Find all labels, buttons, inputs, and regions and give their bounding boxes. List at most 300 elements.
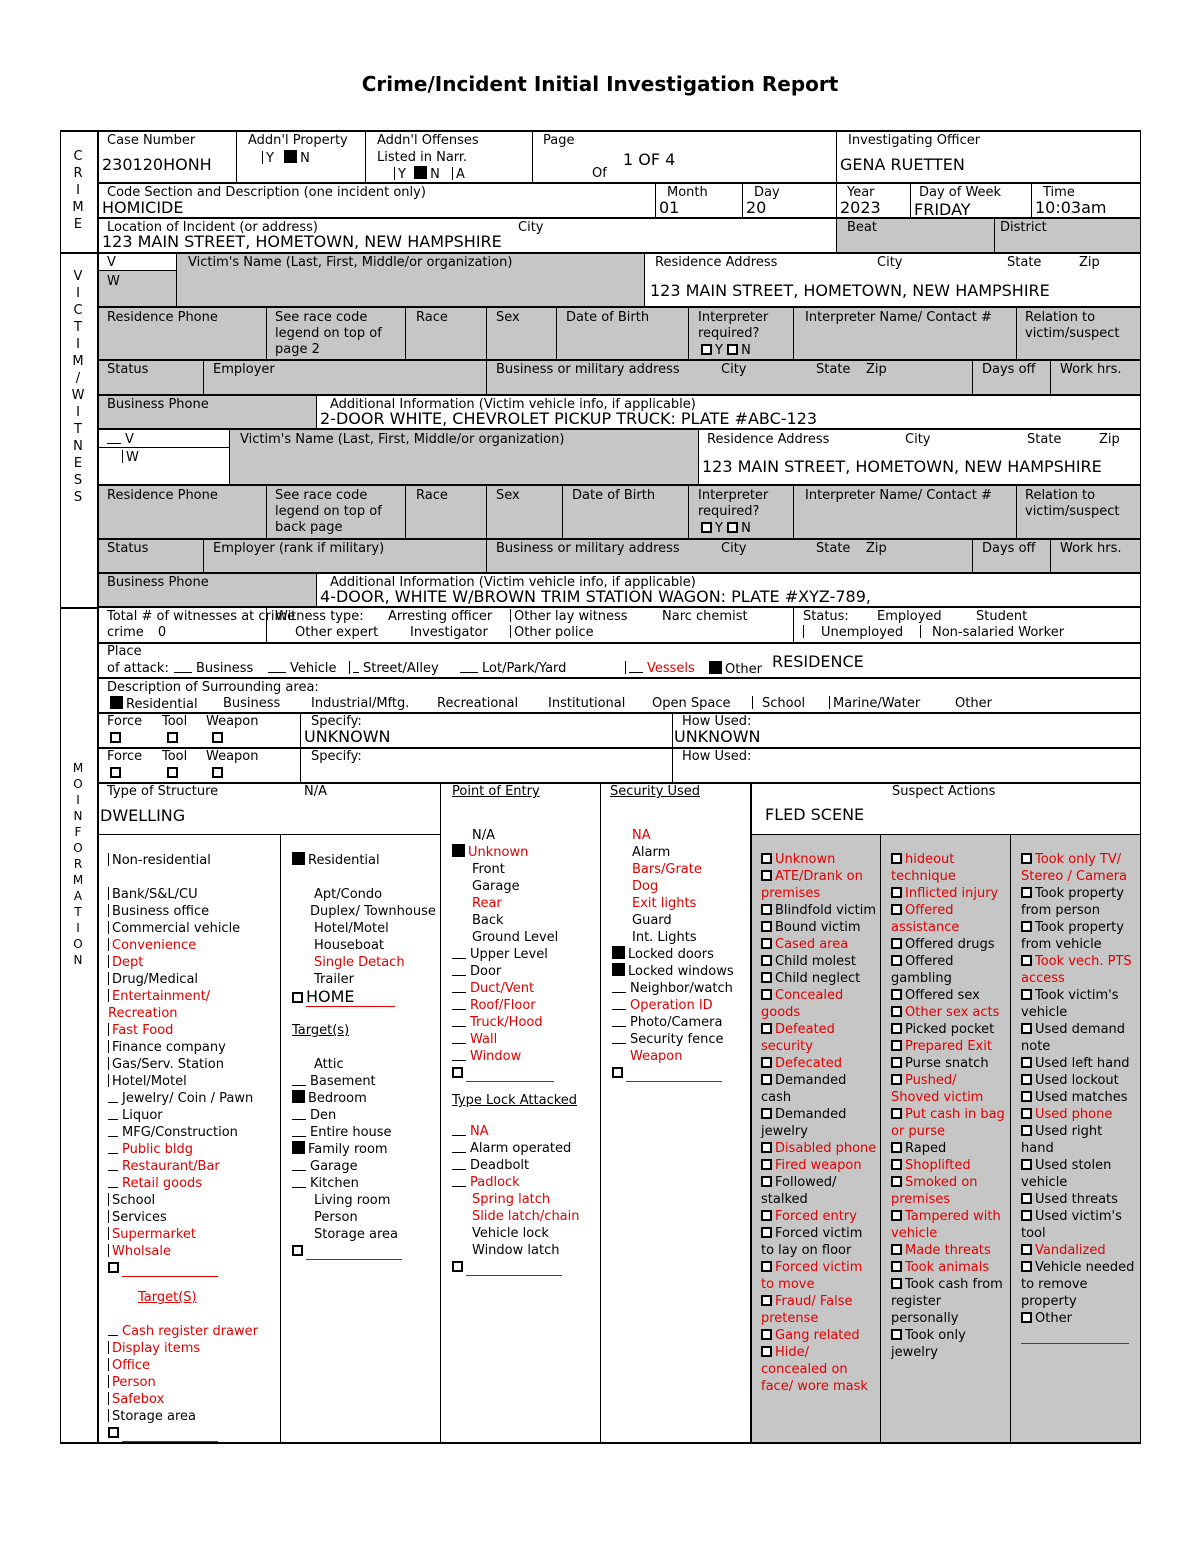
structure-na: N/A bbox=[304, 784, 327, 799]
surrounding-open-space[interactable]: Open Space bbox=[652, 696, 731, 711]
targets1-item[interactable]: Office bbox=[108, 1357, 278, 1374]
ftw2-specify-label: Specify: bbox=[311, 749, 362, 764]
offenses-a[interactable]: A bbox=[455, 167, 465, 182]
suspect-item[interactable]: Forced entry bbox=[761, 1208, 878, 1225]
v2-interp-name-label: Interpreter Name/ Contact # bbox=[805, 488, 992, 503]
surrounding-label: Description of Surrounding area: bbox=[107, 680, 319, 695]
v1-interp-y-checkbox[interactable] bbox=[701, 344, 712, 355]
targets2-other[interactable] bbox=[292, 1243, 437, 1260]
offenses-n[interactable]: N bbox=[430, 167, 440, 182]
v2-interp-y: Y bbox=[715, 521, 723, 536]
structure-col1-item[interactable]: Gas/Serv. Station bbox=[108, 1056, 278, 1073]
case-number-value: 230120HONH bbox=[102, 155, 212, 174]
suspect-item[interactable]: Other bbox=[1021, 1310, 1138, 1327]
surrounding-other[interactable]: Other bbox=[955, 696, 992, 711]
security-other[interactable] bbox=[612, 1065, 748, 1082]
lock-item[interactable]: Window latch bbox=[472, 1243, 560, 1258]
suspect-actions-label: Suspect Actions bbox=[892, 784, 996, 799]
beat-label: Beat bbox=[847, 220, 877, 235]
div-line bbox=[203, 539, 204, 572]
side-divider-2 bbox=[60, 607, 98, 609]
crime-side-label: C R I M E bbox=[72, 149, 84, 232]
suspect-item[interactable]: Child molest bbox=[761, 953, 878, 970]
entry-item[interactable]: Unknown bbox=[452, 844, 597, 861]
lock-item[interactable]: Alarm operated bbox=[452, 1140, 597, 1157]
security-item[interactable]: Guard bbox=[632, 913, 672, 928]
suspect-item[interactable]: Forced victim to move bbox=[761, 1260, 863, 1292]
entry-item[interactable]: Upper Level bbox=[452, 946, 597, 963]
ftw1-weapon-checkbox[interactable] bbox=[212, 732, 223, 743]
addnl-property-n[interactable]: N bbox=[300, 151, 310, 166]
suspect-item[interactable]: Offered assistance bbox=[891, 903, 960, 935]
suspect-item[interactable]: Offered gambling bbox=[891, 954, 954, 986]
offenses-options bbox=[394, 166, 465, 183]
side-divider-1 bbox=[60, 252, 98, 254]
suspect-item[interactable]: Unknown bbox=[761, 851, 878, 868]
suspect-item[interactable]: Took only jewelry bbox=[891, 1328, 966, 1360]
structure-col1-item[interactable]: Public bldg bbox=[108, 1141, 278, 1158]
structure-col1-item[interactable]: Finance company bbox=[108, 1039, 278, 1056]
place-vessels[interactable]: Vessels bbox=[625, 661, 695, 677]
v2-status-label: Status bbox=[107, 541, 149, 556]
structure-label: Type of Structure bbox=[107, 784, 219, 799]
entry-item[interactable]: Window bbox=[452, 1048, 597, 1065]
year-label: Year bbox=[847, 185, 875, 200]
targets1-item[interactable]: Cash register drawer bbox=[108, 1323, 278, 1340]
witness-investigator[interactable]: Investigator bbox=[410, 625, 488, 640]
officer-label: Investigating Officer bbox=[848, 133, 981, 148]
v1-status-label: Status bbox=[107, 362, 149, 377]
structure-col1-item[interactable]: Dept bbox=[108, 954, 278, 971]
place-street[interactable]: Street/Alley bbox=[349, 661, 439, 677]
code-section-value: HOMICIDE bbox=[102, 198, 184, 217]
suspect-actions-value: FLED SCENE bbox=[765, 805, 865, 824]
entry-item[interactable]: Ground Level bbox=[472, 930, 559, 945]
suspect-item[interactable]: Tampered with vehicle bbox=[891, 1209, 1001, 1241]
div-line bbox=[600, 783, 601, 1443]
div-line bbox=[910, 183, 911, 218]
suspect-item[interactable]: Took vech. PTS access bbox=[1021, 954, 1132, 986]
v1-res-phone-label: Residence Phone bbox=[107, 310, 218, 325]
div-line bbox=[793, 607, 794, 642]
witness-status-label: Status: bbox=[803, 609, 849, 624]
suspect-item[interactable]: Used threats bbox=[1021, 1191, 1138, 1208]
suspect-col2 bbox=[891, 851, 1008, 1361]
suspect-item[interactable]: Took cash from register personally bbox=[891, 1277, 1003, 1326]
victim-witness-side-label: V I C T I M / W I T N E S S bbox=[71, 269, 85, 505]
structure-col2-item[interactable]: Houseboat bbox=[314, 938, 385, 953]
structure-col1-other[interactable] bbox=[108, 1260, 278, 1277]
suspect-item[interactable]: Concealed goods bbox=[761, 988, 844, 1020]
witness-non-salaried[interactable]: Non-salaried Worker bbox=[920, 625, 1064, 641]
suspect-item[interactable]: Prepared Exit bbox=[891, 1038, 1008, 1055]
suspect-item[interactable]: Took property from vehicle bbox=[1021, 920, 1124, 952]
security-item[interactable]: Int. Lights bbox=[632, 930, 697, 945]
witness-other-police[interactable]: Other police bbox=[510, 625, 594, 641]
suspect-item[interactable]: Hide/ concealed on face/ wore mask bbox=[761, 1345, 868, 1394]
structure-col1-item[interactable]: Entertainment/ Recreation bbox=[108, 989, 211, 1021]
v2-work-hrs-label: Work hrs. bbox=[1060, 541, 1122, 556]
structure-col2 bbox=[292, 852, 437, 1260]
witness-unemployed[interactable]: Unemployed bbox=[803, 625, 903, 641]
suspect-other-line[interactable] bbox=[1021, 1327, 1138, 1344]
v1-v: V bbox=[107, 255, 116, 270]
entry-item[interactable]: Garage bbox=[472, 879, 520, 894]
ftw2-force-checkbox[interactable] bbox=[110, 767, 121, 778]
suspect-item[interactable]: Fraud/ False pretense bbox=[761, 1294, 853, 1326]
v1-name-label: Victim's Name (Last, First, Middle/or organization) bbox=[188, 255, 513, 270]
v2-race-code-label: See race code legend on top of back page bbox=[275, 488, 382, 535]
suspect-item[interactable]: Made threats bbox=[891, 1242, 1008, 1259]
targets1-item[interactable]: Safebox bbox=[108, 1391, 278, 1408]
security-item[interactable]: Security fence bbox=[612, 1031, 748, 1048]
suspect-item[interactable]: Vandalized bbox=[1021, 1242, 1138, 1259]
targets1-other[interactable] bbox=[108, 1425, 278, 1442]
ftw2-weapon-checkbox[interactable] bbox=[212, 767, 223, 778]
v1-interp-options bbox=[701, 343, 751, 359]
security-item[interactable]: Bars/Grate bbox=[632, 862, 702, 877]
code-section-label: Code Section and Description (one incident only) bbox=[107, 185, 426, 200]
structure-col1-item[interactable]: Fast Food bbox=[108, 1022, 278, 1039]
structure-col1-item[interactable]: School bbox=[108, 1192, 278, 1209]
day-of-week-label: Day of Week bbox=[919, 185, 1002, 200]
structure-col2-item[interactable]: Apt/Condo bbox=[314, 887, 383, 902]
v2-res-phone-label: Residence Phone bbox=[107, 488, 218, 503]
surrounding-business[interactable]: Business bbox=[223, 696, 281, 711]
surrounding-residential[interactable]: Residential bbox=[110, 696, 198, 713]
div-line bbox=[793, 485, 794, 538]
v1-line bbox=[98, 306, 1140, 308]
targets2-label: Target(s) bbox=[292, 1023, 350, 1038]
v1-race-code-label: See race code legend on top of page 2 bbox=[275, 310, 382, 357]
suspect-item[interactable]: Raped bbox=[891, 1140, 1008, 1157]
ftw2-tool-checkbox[interactable] bbox=[167, 767, 178, 778]
suspect-item[interactable]: Used stolen vehicle bbox=[1021, 1158, 1112, 1190]
targets1-label: Target(S) bbox=[138, 1290, 197, 1305]
spacer bbox=[292, 869, 437, 886]
lock-item[interactable]: Deadbolt bbox=[452, 1157, 597, 1174]
suspect-item[interactable]: Smoked on premises bbox=[891, 1175, 978, 1207]
suspect-item[interactable]: Demanded jewelry bbox=[761, 1107, 847, 1139]
entry-item[interactable]: Roof/Floor bbox=[452, 997, 597, 1014]
entry-item[interactable]: N/A bbox=[472, 828, 495, 843]
div-line bbox=[300, 713, 301, 783]
suspect-item[interactable]: ATE/Drank on premises bbox=[761, 869, 863, 901]
lock-other[interactable] bbox=[452, 1259, 597, 1276]
v1-addl-info-label: Additional Information (Victim vehicle info, if applicable) bbox=[330, 397, 696, 412]
mo-info-side-label: M O I N F O R M A T I O N bbox=[72, 761, 84, 967]
div-line bbox=[316, 395, 317, 428]
place-lot[interactable]: Lot/Park/Yard bbox=[460, 661, 566, 677]
div-line bbox=[405, 485, 406, 538]
witness-bottom bbox=[98, 642, 1140, 644]
structure-col1-item[interactable]: Liquor bbox=[108, 1107, 278, 1124]
suspect-item[interactable]: Took only TV/ Stereo / Camera bbox=[1021, 852, 1128, 884]
v1-interp-n-checkbox[interactable] bbox=[727, 344, 738, 355]
targets2-item[interactable]: Attic bbox=[314, 1057, 344, 1072]
day-of-week-value: FRIDAY bbox=[914, 200, 971, 219]
v1-zip-label: Zip bbox=[1079, 255, 1100, 270]
targets2-item[interactable]: Garage bbox=[292, 1158, 437, 1175]
suspect-item[interactable]: Other sex acts bbox=[891, 1004, 1008, 1021]
v2-zip-label: Zip bbox=[1099, 432, 1120, 447]
div-line bbox=[266, 307, 267, 359]
targets2-item[interactable]: Person bbox=[314, 1210, 358, 1225]
suspect-item[interactable]: Vehicle needed to remove property bbox=[1021, 1260, 1135, 1309]
structure-col1-item[interactable]: Business office bbox=[108, 903, 278, 920]
div-line bbox=[1016, 485, 1017, 538]
security-item[interactable]: Locked windows bbox=[612, 963, 748, 980]
lock-item[interactable]: Spring latch bbox=[472, 1192, 551, 1207]
offenses-y[interactable]: Y bbox=[398, 167, 406, 182]
witness-employed[interactable]: Employed bbox=[877, 609, 942, 624]
surrounding-school[interactable]: School bbox=[752, 696, 805, 712]
suspect-item[interactable]: Put cash in bag or purse bbox=[891, 1107, 1005, 1139]
v1-interp-y: Y bbox=[715, 343, 723, 358]
suspect-item[interactable]: Took property from person bbox=[1021, 886, 1124, 918]
ftw2-how-label: How Used: bbox=[682, 749, 752, 764]
div-line bbox=[486, 360, 487, 394]
suspect-item[interactable]: Offered drugs bbox=[891, 936, 1008, 953]
v2-state-label: State bbox=[1027, 432, 1062, 447]
v2-line bbox=[98, 572, 1140, 574]
div-line bbox=[486, 307, 487, 359]
suspect-item[interactable]: Used victim's tool bbox=[1021, 1209, 1122, 1241]
security-label: Security Used bbox=[610, 784, 701, 799]
suspect-item[interactable]: Defecated bbox=[761, 1055, 878, 1072]
structure-col1-item[interactable]: Commercial vehicle bbox=[108, 920, 278, 937]
v2-line bbox=[98, 538, 1140, 540]
suspect-item[interactable]: Took animals bbox=[891, 1259, 1008, 1276]
ftw1-weapon-label: Weapon bbox=[206, 714, 259, 729]
witness-other-expert[interactable]: Other expert bbox=[295, 625, 379, 640]
v1-line bbox=[98, 394, 1140, 396]
ftw1-force-label: Force bbox=[107, 714, 143, 729]
entry-item[interactable]: Duct/Vent bbox=[452, 980, 597, 997]
structure-col1-item[interactable]: Convenience bbox=[108, 937, 278, 954]
security-item[interactable]: Weapon bbox=[630, 1049, 683, 1064]
security-item[interactable]: Neighbor/watch bbox=[612, 980, 748, 997]
time-value: 10:03am bbox=[1035, 198, 1107, 217]
structure-col1-item[interactable]: Retail goods bbox=[108, 1175, 278, 1192]
security-item[interactable]: Photo/Camera bbox=[612, 1014, 748, 1031]
frame-right bbox=[1140, 131, 1141, 1444]
security-item[interactable]: Operation ID bbox=[612, 997, 748, 1014]
structure-col1-item[interactable]: Supermarket bbox=[108, 1226, 278, 1243]
place-business[interactable]: Business bbox=[174, 661, 253, 677]
targets1-item[interactable]: Display items bbox=[108, 1340, 278, 1357]
suspect-item[interactable]: Bound victim bbox=[761, 919, 878, 936]
place-vehicle[interactable]: Vehicle bbox=[268, 661, 337, 677]
ftw1-force-checkbox[interactable] bbox=[110, 732, 121, 743]
addnl-offenses-label: Addn'l Offenses bbox=[377, 133, 479, 148]
spacer bbox=[108, 1306, 278, 1323]
witness-student[interactable]: Student bbox=[976, 609, 1028, 624]
security-item[interactable]: Dog bbox=[632, 879, 659, 894]
entry-item[interactable]: Back bbox=[472, 913, 504, 928]
structure-home[interactable]: HOME bbox=[292, 988, 437, 1005]
targets2-item[interactable]: Den bbox=[292, 1107, 437, 1124]
entry-item[interactable]: Rear bbox=[472, 896, 502, 911]
structure-col1-item[interactable]: Non-residential bbox=[108, 852, 278, 869]
witness-narc[interactable]: Narc chemist bbox=[662, 609, 748, 624]
security-item[interactable]: NA bbox=[632, 828, 651, 843]
suspect-item[interactable]: Defeated security bbox=[761, 1022, 835, 1054]
v2-w: W bbox=[122, 450, 139, 466]
structure-col1-item[interactable]: Drug/Medical bbox=[108, 971, 278, 988]
v2-address-value: 123 MAIN STREET, HOMETOWN, NEW HAMPSHIRE bbox=[702, 457, 1102, 476]
suspect-item[interactable]: Fired weapon bbox=[761, 1157, 878, 1174]
place-other[interactable]: Other bbox=[709, 661, 762, 678]
city-label: City bbox=[518, 220, 544, 235]
targets2-item[interactable]: Kitchen bbox=[292, 1175, 437, 1192]
suspect-item[interactable]: Used matches bbox=[1021, 1089, 1138, 1106]
structure-col1-item[interactable]: Hotel/Motel bbox=[108, 1073, 278, 1090]
structure-col1-item[interactable]: Services bbox=[108, 1209, 278, 1226]
security-item[interactable]: Alarm bbox=[632, 845, 671, 860]
suspect-item[interactable]: Picked pocket bbox=[891, 1021, 1008, 1038]
suspect-item[interactable]: Offered sex bbox=[891, 987, 1008, 1004]
suspect-item[interactable]: Purse snatch bbox=[891, 1055, 1008, 1072]
v1-biz-zip-label: Zip bbox=[866, 362, 887, 377]
targets2-item[interactable]: Living room bbox=[314, 1193, 391, 1208]
ftw1-tool-checkbox[interactable] bbox=[167, 732, 178, 743]
targets2-item[interactable]: Basement bbox=[292, 1073, 437, 1090]
suspect-item[interactable]: Used right hand bbox=[1021, 1124, 1103, 1156]
addnl-property-label: Addn'l Property bbox=[248, 133, 348, 148]
structure-col1-item[interactable]: Jewelry/ Coin / Pawn bbox=[108, 1090, 278, 1107]
suspect-item[interactable]: Child neglect bbox=[761, 970, 878, 987]
v1-city-label: City bbox=[877, 255, 903, 270]
v2-name-label: Victim's Name (Last, First, Middle/or organization) bbox=[240, 432, 565, 447]
suspect-item[interactable]: Demanded cash bbox=[761, 1073, 847, 1105]
entry-item[interactable]: Truck/Hood bbox=[452, 1014, 597, 1031]
div-line bbox=[280, 835, 281, 1443]
ftw2-force-label: Force bbox=[107, 749, 143, 764]
structure-col2-item[interactable]: Single Detach bbox=[314, 955, 405, 970]
structure-col1-item[interactable]: MFG/Construction bbox=[108, 1124, 278, 1141]
surrounding-institutional[interactable]: Institutional bbox=[548, 696, 626, 711]
suspect-item[interactable]: Used lockout bbox=[1021, 1072, 1138, 1089]
div-line bbox=[994, 219, 995, 252]
v2-biz-city-label: City bbox=[721, 541, 747, 556]
security-item[interactable]: Locked doors bbox=[612, 946, 748, 963]
entry-label: Point of Entry bbox=[452, 784, 540, 799]
v2-addl-info-label: Additional Information (Victim vehicle info, if applicable) bbox=[330, 575, 696, 590]
v2-sex-label: Sex bbox=[496, 488, 520, 503]
suspect-item[interactable]: Disabled phone bbox=[761, 1140, 878, 1157]
v1-interp-n: N bbox=[741, 343, 751, 358]
v2-city-label: City bbox=[905, 432, 931, 447]
place-value: RESIDENCE bbox=[772, 652, 864, 671]
v1-business-address-label: Business or military address bbox=[496, 362, 680, 377]
surrounding-recreational[interactable]: Recreational bbox=[437, 696, 519, 711]
v1-sex-label: Sex bbox=[496, 310, 520, 325]
suspect-item[interactable]: Used left hand bbox=[1021, 1055, 1138, 1072]
div-line bbox=[793, 307, 794, 359]
structure-col1 bbox=[108, 852, 278, 1442]
lock-item[interactable]: NA bbox=[452, 1123, 597, 1140]
witness-arresting[interactable]: Arresting officer bbox=[388, 609, 493, 624]
v1-interp-name-label: Interpreter Name/ Contact # bbox=[805, 310, 992, 325]
targets1-item[interactable]: Storage area bbox=[108, 1408, 278, 1425]
surrounding-marine[interactable]: Marine/Water bbox=[829, 696, 920, 712]
ftw1-specify-value: UNKNOWN bbox=[304, 727, 391, 746]
lock-item[interactable]: Slide latch/chain bbox=[472, 1209, 580, 1224]
v2-relation-label: Relation to victim/suspect bbox=[1025, 488, 1120, 519]
targets2-item[interactable]: Family room bbox=[292, 1141, 437, 1158]
suspect-item[interactable]: Blindfold victim bbox=[761, 902, 878, 919]
suspect-item[interactable]: Followed/ stalked bbox=[761, 1175, 837, 1207]
suspect-item[interactable]: Cased area bbox=[761, 936, 878, 953]
entry-item[interactable]: Door bbox=[452, 963, 597, 980]
structure-col2-item[interactable]: Hotel/Motel bbox=[314, 921, 389, 936]
div-line bbox=[562, 485, 563, 538]
entry-item[interactable]: Wall bbox=[452, 1031, 597, 1048]
entry-item[interactable]: Front bbox=[472, 862, 505, 877]
div-line bbox=[532, 131, 533, 182]
suspect-item[interactable]: Gang related bbox=[761, 1327, 878, 1344]
structure-col1-item[interactable]: Restaurant/Bar bbox=[108, 1158, 278, 1175]
year-value: 2023 bbox=[840, 198, 881, 217]
suspect-item[interactable]: Shoplifted bbox=[891, 1157, 1008, 1174]
v1-res-address-label: Residence Address bbox=[655, 255, 778, 270]
div-line bbox=[486, 539, 487, 572]
div-line bbox=[1050, 539, 1051, 572]
structure-col2-item[interactable]: Residential bbox=[292, 852, 437, 869]
suspect-item[interactable]: Forced victim to lay on floor bbox=[761, 1226, 863, 1258]
witness-crime-line: crime 0 bbox=[107, 625, 167, 640]
targets2-item[interactable]: Entire house bbox=[292, 1124, 437, 1141]
structure-col1-item[interactable]: Wholsale bbox=[108, 1243, 278, 1260]
day-label: Day bbox=[754, 185, 780, 200]
entry-other[interactable] bbox=[452, 1065, 597, 1082]
lock-item[interactable]: Vehicle lock bbox=[472, 1226, 549, 1241]
targets2-item[interactable]: Bedroom bbox=[292, 1090, 437, 1107]
v2-biz-state-label: State bbox=[816, 541, 851, 556]
v2-interp-y-checkbox[interactable] bbox=[701, 522, 712, 533]
suspect-item[interactable]: Used demand note bbox=[1021, 1022, 1126, 1054]
suspect-item[interactable]: Inflicted injury bbox=[891, 885, 1008, 902]
structure-col2-item[interactable]: Trailer bbox=[314, 972, 354, 987]
security-item[interactable]: Exit lights bbox=[632, 896, 697, 911]
witness-other-lay[interactable]: Other lay witness bbox=[510, 609, 628, 625]
page-of: Of bbox=[592, 166, 607, 181]
addnl-property-options bbox=[262, 150, 310, 167]
suspect-item[interactable]: Took victim's vehicle bbox=[1021, 988, 1119, 1020]
addnl-property-y[interactable]: Y bbox=[266, 151, 274, 166]
district-label: District bbox=[1000, 220, 1047, 235]
v1-work-hrs-label: Work hrs. bbox=[1060, 362, 1122, 377]
lock-item[interactable]: Padlock bbox=[452, 1174, 597, 1191]
v1-business-phone-label: Business Phone bbox=[107, 397, 209, 412]
div-line bbox=[440, 783, 441, 1443]
v2-interp-n-checkbox[interactable] bbox=[727, 522, 738, 533]
structure-col1-item[interactable]: Bank/S&L/CU bbox=[108, 886, 278, 903]
surrounding-industrial[interactable]: Industrial/Mftg. bbox=[311, 696, 410, 711]
ftw1-specify-label: Specify: bbox=[311, 714, 362, 729]
targets1-item[interactable]: Person bbox=[108, 1374, 278, 1391]
suspect-item[interactable]: Used phone bbox=[1021, 1106, 1138, 1123]
v1-state-label: State bbox=[1007, 255, 1042, 270]
div-line bbox=[176, 253, 177, 306]
div-line bbox=[1031, 183, 1032, 218]
targets2-item[interactable]: Storage area bbox=[314, 1227, 398, 1242]
suspect-item[interactable]: Pushed/ Shoved victim bbox=[891, 1073, 984, 1105]
suspect-item[interactable]: hideout technique bbox=[891, 852, 956, 884]
location-value: 123 MAIN STREET, HOMETOWN, NEW HAMPSHIRE bbox=[102, 232, 502, 251]
structure-col2-item[interactable]: Duplex/ Townhouse bbox=[310, 904, 436, 919]
